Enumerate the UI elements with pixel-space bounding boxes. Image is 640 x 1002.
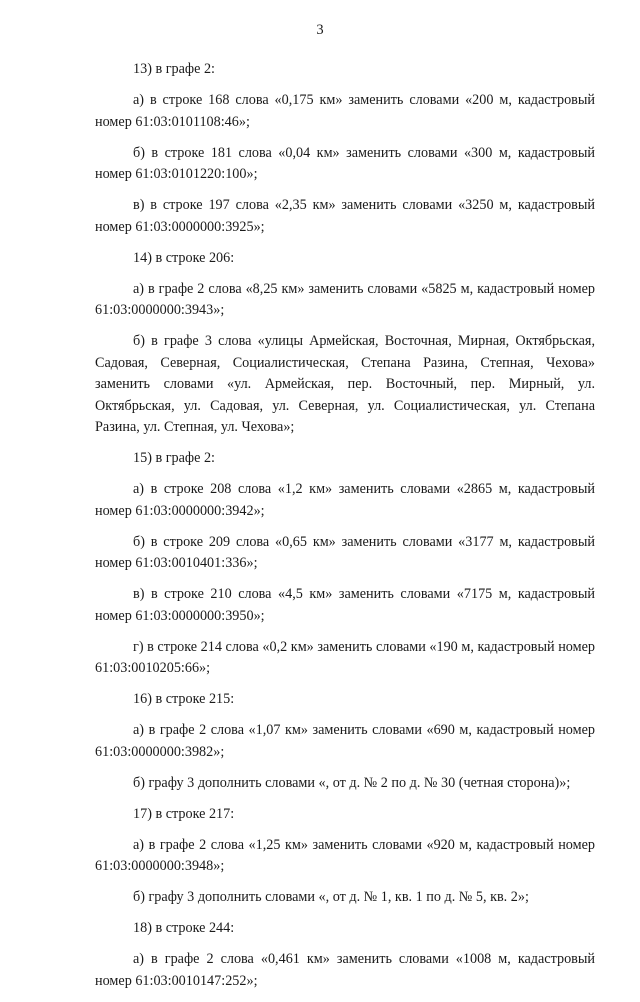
paragraph-15a: а) в строке 208 слова «1,2 км» заменить словами «2865 м, кадастровый номер 61:03:0000000:3942»; bbox=[95, 481, 595, 519]
paragraph-17b: б) графу 3 дополнить словами «, от д. № 1, кв. 1 по д. № 5, кв. 2»; bbox=[133, 889, 529, 905]
paragraph-17a: а) в графе 2 слова «1,25 км» заменить словами «920 м, кадастровый номер 61:03:0000000:3948»; bbox=[95, 836, 595, 874]
paragraph-15b: б) в строке 209 слова «0,65 км» заменить словами «3177 м, кадастровый номер 61:03:0010401:336»; bbox=[95, 533, 595, 571]
paragraph-13a: а) в строке 168 слова «0,175 км» заменить словами «200 м, кадастровый номер 61:03:0101108:46»; bbox=[95, 92, 595, 130]
paragraph-14a: а) в графе 2 слова «8,25 км» заменить словами «5825 м, кадастровый номер 61:03:0000000:3943»; bbox=[95, 280, 595, 318]
paragraph-18a: а) в графе 2 слова «0,461 км» заменить словами «1008 м, кадастровый номер 61:03:0010147:252»; bbox=[95, 951, 595, 989]
paragraph-13c: в) в строке 197 слова «2,35 км» заменить словами «3250 м, кадастровый номер 61:03:0000000:3925»; bbox=[95, 197, 595, 235]
document-body bbox=[95, 59, 595, 1002]
paragraph-15c: в) в строке 210 слова «4,5 км» заменить словами «7175 м, кадастровый номер 61:03:0000000:3950»; bbox=[95, 586, 595, 624]
paragraph-16b: б) графу 3 дополнить словами «, от д. № 2 по д. № 30 (четная сторона)»; bbox=[133, 774, 571, 791]
page-number: 3 bbox=[316, 22, 324, 38]
paragraph-17: 17) в строке 217: bbox=[133, 805, 235, 822]
paragraph-16a: а) в графе 2 слова «1,07 км» заменить словами «690 м, кадастровый номер 61:03:0000000:3982»; bbox=[95, 722, 595, 760]
paragraph-15: 15) в графе 2: bbox=[133, 450, 215, 466]
paragraph-13: 13) в графе 2: bbox=[133, 61, 215, 77]
paragraph-13b: б) в строке 181 слова «0,04 км» заменить словами «300 м, кадастровый номер 61:03:0101220:100»; bbox=[95, 144, 595, 182]
paragraph-14b: б) в графе 3 слова «улицы Армейская, Восточная, Мирная, Октябрьская, Садовая, Северная, Социалистическая, Степана Разина, Степная, Чехова» заменить словами «ул. Армейская, пер. Восточный, пер. Мирный, ул. Октябрьская, ул. Садовая, ул. Северная, ул. Социалистическая, ул. Степана Разина, ул. Степная, ул. Чехова»; bbox=[95, 333, 595, 435]
paragraph-15d: г) в строке 214 слова «0,2 км» заменить словами «190 м, кадастровый номер 61:03:0010205:66»; bbox=[95, 638, 595, 676]
paragraph-14: 14) в строке 206: bbox=[133, 249, 235, 266]
paragraph-16: 16) в строке 215: bbox=[133, 691, 235, 707]
paragraph-18: 18) в строке 244: bbox=[133, 920, 235, 936]
